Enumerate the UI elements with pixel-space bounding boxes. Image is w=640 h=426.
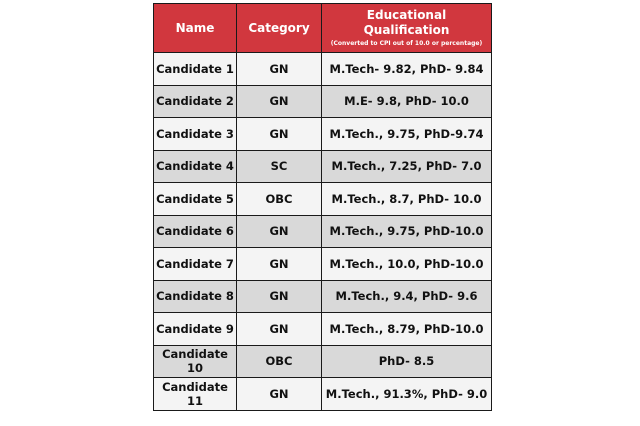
- table-row: [154, 345, 492, 378]
- cell-name: Candidate 6: [154, 215, 237, 248]
- table-row: [154, 118, 492, 151]
- header-qualification-label: Educational Qualification: [363, 8, 450, 37]
- cell-qualification: PhD- 8.5: [322, 345, 492, 378]
- table-row: [154, 378, 492, 411]
- cell-qualification: M.Tech., 9.75, PhD-10.0: [322, 215, 492, 248]
- header-category-label: Category: [248, 21, 310, 35]
- table-row: [154, 150, 492, 183]
- cell-qualification: M.Tech- 9.82, PhD- 9.84: [322, 53, 492, 86]
- cell-category: GN: [237, 280, 322, 313]
- candidates-table-container: [153, 3, 491, 411]
- table-header-row: [154, 4, 492, 53]
- cell-name: Candidate 10: [154, 345, 237, 378]
- cell-name: Candidate 3: [154, 118, 237, 151]
- cell-qualification: M.Tech., 8.79, PhD-10.0: [322, 313, 492, 346]
- cell-category: GN: [237, 378, 322, 411]
- cell-category: GN: [237, 215, 322, 248]
- cell-category: SC: [237, 150, 322, 183]
- cell-qualification: M.Tech., 9.4, PhD- 9.6: [322, 280, 492, 313]
- header-qualification-note: (Converted to CPI out of 10.0 or percentage): [330, 40, 483, 47]
- table-row: [154, 53, 492, 86]
- table-row: [154, 248, 492, 281]
- candidates-table: [153, 3, 492, 411]
- table-row: [154, 313, 492, 346]
- cell-name: Candidate 4: [154, 150, 237, 183]
- cell-name: Candidate 5: [154, 183, 237, 216]
- table-body: [154, 53, 492, 411]
- table-row: [154, 215, 492, 248]
- cell-name: Candidate 8: [154, 280, 237, 313]
- cell-name: Candidate 2: [154, 85, 237, 118]
- table-row: [154, 85, 492, 118]
- table-row: [154, 280, 492, 313]
- cell-category: GN: [237, 85, 322, 118]
- header-name: [154, 4, 237, 53]
- table-row: [154, 183, 492, 216]
- cell-category: GN: [237, 248, 322, 281]
- header-category: [237, 4, 322, 53]
- cell-name: Candidate 1: [154, 53, 237, 86]
- cell-name: Candidate 11: [154, 378, 237, 411]
- cell-name: Candidate 7: [154, 248, 237, 281]
- cell-category: GN: [237, 53, 322, 86]
- cell-name: Candidate 9: [154, 313, 237, 346]
- cell-qualification: M.Tech., 8.7, PhD- 10.0: [322, 183, 492, 216]
- header-qualification: [322, 4, 492, 53]
- cell-category: OBC: [237, 345, 322, 378]
- header-name-label: Name: [175, 21, 215, 35]
- cell-qualification: M.E- 9.8, PhD- 10.0: [322, 85, 492, 118]
- cell-category: GN: [237, 313, 322, 346]
- cell-category: OBC: [237, 183, 322, 216]
- cell-qualification: M.Tech., 9.75, PhD-9.74: [322, 118, 492, 151]
- cell-category: GN: [237, 118, 322, 151]
- cell-qualification: M.Tech., 10.0, PhD-10.0: [322, 248, 492, 281]
- cell-qualification: M.Tech., 91.3%, PhD- 9.0: [322, 378, 492, 411]
- cell-qualification: M.Tech., 7.25, PhD- 7.0: [322, 150, 492, 183]
